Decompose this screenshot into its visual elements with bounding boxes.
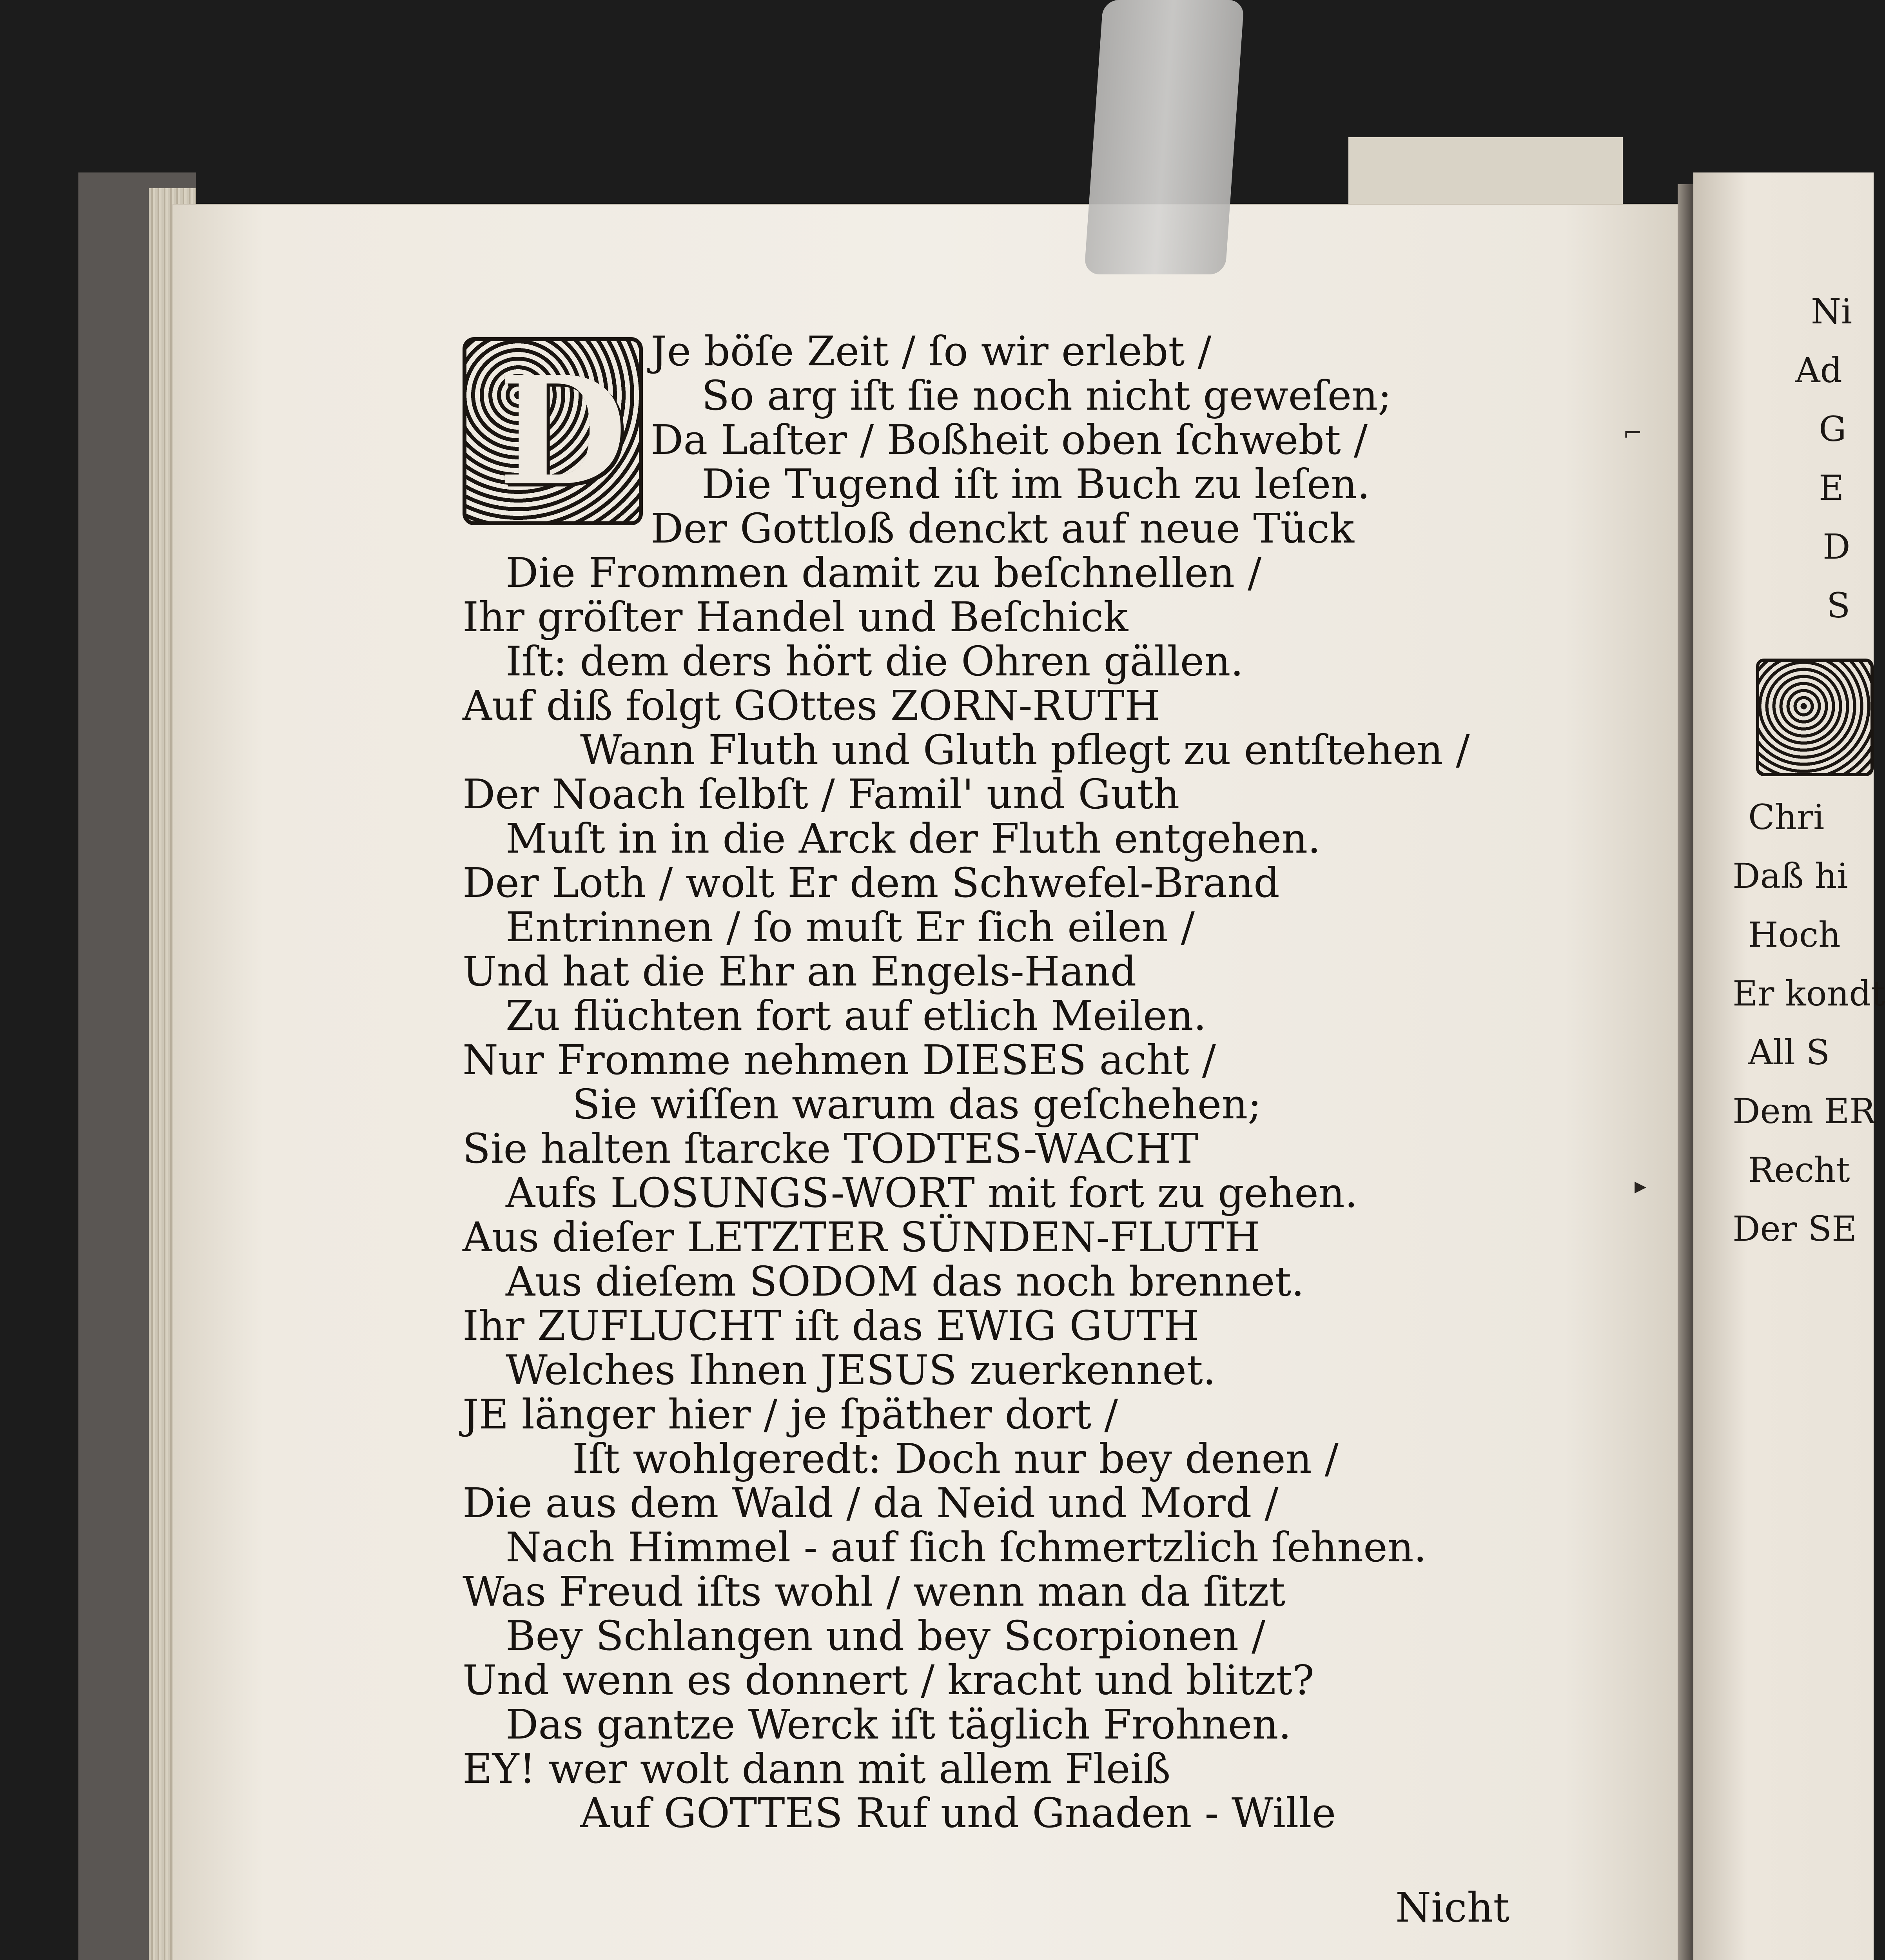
poem-line: Und hat die Ehr an Engels-Hand: [463, 947, 1137, 995]
poem-line: Aufs LOSUNGS-WORT mit fort zu gehen.: [506, 1169, 1358, 1217]
poem-line: Der Loth / wolt Er dem Schwefel-Brand: [463, 859, 1280, 907]
right-page-fragment: Der SE: [1733, 1209, 1857, 1249]
poem-line: Der Gottloß denckt auf neue Tück: [651, 505, 1354, 552]
right-page-text: [1733, 282, 1885, 1258]
poem-line: Der Noach ſelbſt / Famil' und Guth: [463, 770, 1180, 818]
poem-line: Nach Himmel - auf ſich ſchmertzlich ſehnen.: [506, 1523, 1427, 1571]
right-page-ornamental-initial: [1756, 659, 1874, 776]
poem-line: Aus dieſem SODOM das noch brennet.: [506, 1258, 1304, 1305]
right-page-fragment: G: [1819, 409, 1847, 449]
poem-line: Zu flüchten fort auf etlich Meilen.: [506, 992, 1206, 1040]
poem-line: Welches Ihnen JESUS zuerkennet.: [506, 1346, 1216, 1394]
right-page-fragment: Recht: [1748, 1150, 1850, 1190]
margin-mark: ▸: [1635, 1172, 1647, 1200]
poem-line: Und wenn es donnert / kracht und blitzt?: [463, 1656, 1314, 1704]
right-page-fragment: Er kondt: [1733, 973, 1885, 1014]
poem-line: Auf diß folgt GOttes ZORN-RUTH: [463, 682, 1160, 730]
poem-line: So arg iſt ſie noch nicht geweſen;: [702, 372, 1392, 419]
right-page-fragment: Daß hi: [1733, 856, 1848, 896]
poem-line: Auf GOTTES Ruf und Gnaden - Wille: [580, 1789, 1336, 1837]
poem-line: Was Freud iſts wohl / wenn man da ſitzt: [463, 1568, 1286, 1615]
poem-line: Die Tugend iſt im Buch zu leſen.: [702, 460, 1370, 508]
right-page-fragment: Dem ER: [1733, 1091, 1876, 1131]
page-tab: [1348, 137, 1623, 204]
poem-line: Sie halten ſtarcke TODTES-WACHT: [463, 1125, 1198, 1172]
right-page-fragment: Hoch: [1748, 915, 1841, 955]
right-page-fragment: S: [1827, 585, 1851, 626]
catchword: Nicht: [1395, 1884, 1510, 1931]
poem-line: Das gantze Werck iſt täglich Frohnen.: [506, 1700, 1292, 1748]
right-page-fragment: Chri: [1748, 797, 1825, 837]
drop-cap-letter: D: [498, 343, 627, 519]
poem-line: Sie wiſſen warum das geſchehen;: [572, 1080, 1262, 1128]
poem-line: Die aus dem Wald / da Neid und Mord /: [463, 1479, 1279, 1527]
poem-line: Aus dieſer LETZTER SÜNDEN-FLUTH: [463, 1213, 1260, 1261]
poem-line: JE länger hier / je ſpäther dort /: [463, 1390, 1118, 1438]
poem-line: Ihr gröſter Handel und Beſchick: [463, 593, 1128, 641]
poem-line: Die Frommen damit zu beſchnellen /: [506, 549, 1262, 597]
margin-mark: ⌐: [1623, 419, 1643, 447]
page-clip-top: [1084, 0, 1245, 274]
poem-line: Muſt in in die Arck der Fluth entgehen.: [506, 815, 1321, 862]
poem-line: Da Laſter / Boßheit oben ſchwebt /: [651, 416, 1368, 464]
right-page-fragment: Ad: [1795, 350, 1842, 390]
poem-line: EY! wer wolt dann mit allem Fleiß: [463, 1745, 1171, 1793]
poem-line: Iſt: dem ders hört die Ohren gällen.: [506, 637, 1244, 685]
poem-line: Ihr ZUFLUCHT iſt das EWIG GUTH: [463, 1302, 1199, 1350]
right-page-fragment: Ni: [1811, 291, 1852, 332]
poem-line: Je böſe Zeit / ſo wir erlebt /: [651, 327, 1212, 375]
right-page-fragment: E: [1819, 468, 1844, 508]
poem-text: [463, 327, 1470, 1837]
poem-line: Entrinnen / ſo muſt Er ſich eilen /: [506, 903, 1195, 951]
right-page-fragment: D: [1823, 526, 1851, 567]
poem-line: Bey Schlangen und bey Scorpionen /: [506, 1612, 1266, 1660]
poem-line: Iſt wohlgeredt: Doch nur bey denen /: [572, 1435, 1339, 1483]
right-page-fragment: All S: [1748, 1032, 1830, 1073]
poem-line: Wann Fluth und Gluth pflegt zu entſtehen /: [580, 726, 1470, 774]
poem-line: Nur Fromme nehmen DIESES acht /: [463, 1036, 1216, 1084]
